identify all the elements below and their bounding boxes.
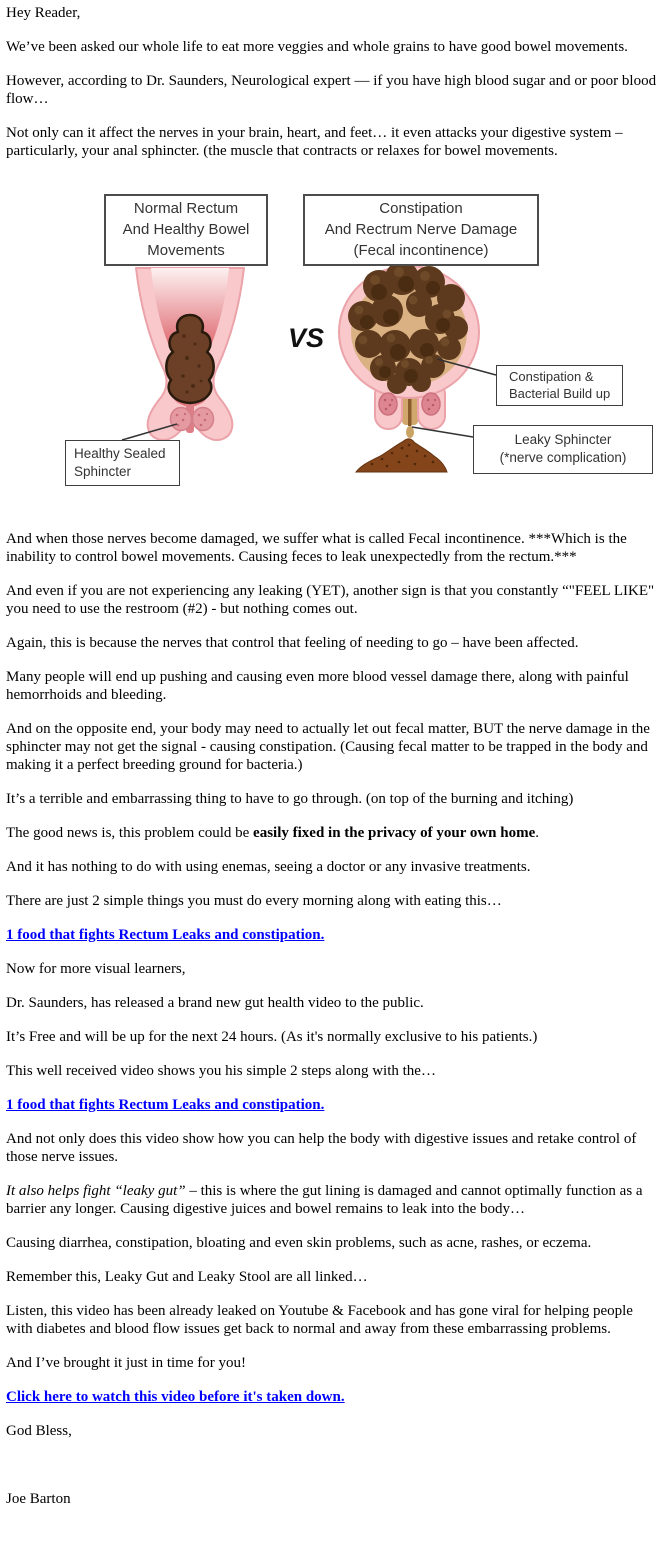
body-paragraphs	[6, 530, 659, 1508]
watch-video-link	[6, 1388, 659, 1406]
left-title-line: Movements	[147, 242, 225, 259]
leaky-sphincter-callout	[473, 425, 653, 474]
text: Listen, this video has been already leaked on Youtube & Facebook and has gone viral for helping people with diabetes and blood flow issues get back to normal and away from these embarrassing problems.	[6, 1303, 633, 1337]
callout-line: Leaky Sphincter	[514, 432, 612, 447]
right-title-line: Constipation	[379, 200, 463, 217]
vs-label: VS	[287, 323, 325, 353]
text: This well received video shows you his simple 2 steps along with the…	[6, 1063, 436, 1079]
bold-text: easily fixed in the privacy of your own home	[253, 825, 536, 841]
opposite-end	[6, 720, 659, 774]
callout-line: (*nerve complication)	[499, 450, 627, 465]
text: Now for more visual learners,	[6, 961, 186, 977]
text: The good news is, this problem could be	[6, 825, 254, 841]
text: Dr. Saunders, has released a brand new gut health video to the public.	[6, 995, 424, 1011]
leaked-viral	[6, 1302, 659, 1338]
remember-linked	[6, 1268, 659, 1286]
terrible-embarrassing	[6, 790, 659, 808]
intro-veggies	[6, 38, 659, 56]
food-link-1	[6, 926, 659, 944]
text: And it has nothing to do with using enemas, seeing a doctor or any invasive treatments.	[6, 859, 531, 875]
text: Many people will end up pushing and causing even more blood vessel damage there, along with painful hemorrhoids and bleeding.	[6, 669, 629, 703]
text: It’s Free and will be up for the next 24 hours. (As it's normally exclusive to his patients.)	[6, 1029, 538, 1045]
text: We’ve been asked our whole life to eat more veggies and whole grains to have good bowel movements.	[6, 39, 628, 55]
rectum-comparison-figure	[57, 176, 663, 514]
feel-like	[6, 582, 659, 618]
text: However, according to Dr. Saunders, Neurological expert — if you have high blood sugar and or poor blood flow…	[6, 73, 657, 107]
italic-text: It also helps fight “leaky gut”	[6, 1183, 186, 1199]
right-title-line: (Fecal incontinence)	[353, 242, 489, 259]
left-title-box	[104, 194, 268, 266]
nerve-attack	[6, 124, 659, 160]
text: And not only does this video show how you can help the body with digestive issues and retake control of those nerve issues.	[6, 1131, 637, 1165]
text: .	[535, 825, 540, 841]
text: God Bless,	[6, 1423, 72, 1439]
right-title-line: And Rectrum Nerve Damage	[324, 221, 518, 238]
leaky-gut	[6, 1182, 659, 1218]
text: And on the opposite end, your body may need to actually let out fecal matter, BUT the nerve damage in the sphincter may not get the signal - causing constipation. (Causing fecal matter to be trapped in the body and making it a perfect breeding ground for bacteria.)	[6, 721, 650, 773]
text: Joe Barton	[6, 1491, 71, 1507]
visual-learners	[6, 960, 659, 978]
stool-pile-drawing	[356, 439, 447, 472]
greeting	[6, 4, 659, 22]
two-simple-things	[6, 892, 659, 910]
callout-line: Healthy Sealed	[74, 446, 166, 461]
constipated-rectum-drawing	[339, 261, 479, 472]
right-title-box	[303, 194, 539, 266]
left-title-line: And Healthy Bowel	[122, 221, 250, 238]
video-released	[6, 994, 659, 1012]
text: Remember this, Leaky Gut and Leaky Stool are all linked…	[6, 1269, 368, 1285]
text: And I’ve brought it just in time for you!	[6, 1355, 246, 1371]
god-bless	[6, 1422, 659, 1440]
food-link-2	[6, 1096, 659, 1114]
text: Hey Reader,	[6, 5, 81, 21]
again-nerves	[6, 634, 659, 652]
callout-line: Sphincter	[74, 464, 132, 479]
text: There are just 2 simple things you must do every morning along with eating this…	[6, 893, 502, 909]
causing-diarrhea	[6, 1234, 659, 1252]
nothing-to-do	[6, 858, 659, 876]
text: And even if you are not experiencing any leaking (YET), another sign is that you constantly “"FEEL LIKE" you need to use the restroom (#2) - but nothing comes out.	[6, 583, 655, 617]
dr-saunders-warning	[6, 72, 659, 108]
food-link-2[interactable]: 1 food that fights Rectum Leaks and constipation.	[6, 1097, 325, 1113]
constipation-callout	[496, 365, 623, 406]
text: Again, this is because the nerves that control that feeling of needing to go – have been affected.	[6, 635, 579, 651]
text: And when those nerves become damaged, we suffer what is called Fecal incontinence. ***Which is the inability to control bowel movements. Causing feces to leak unexpectedly from the rectum.***	[6, 531, 627, 565]
food-link-1[interactable]: 1 food that fights Rectum Leaks and constipation.	[6, 927, 325, 943]
healthy-rectum-drawing	[136, 268, 244, 440]
text: – this is where the gut lining is damaged and cannot optimally function as a barrier any longer. Causing digestive juices and bowel remains to leak into the body…	[6, 1183, 643, 1217]
fecal-incontinence	[6, 530, 659, 566]
spacer	[6, 1456, 659, 1474]
callout-line: Bacterial Build up	[509, 386, 611, 401]
text: Not only can it affect the nerves in your brain, heart, and feet… it even attacks your digestive system – particularly, your anal sphincter. (the muscle that contracts or relaxes for bowel movements.	[6, 125, 623, 159]
callout-line: Constipation &	[509, 369, 594, 384]
intro-paragraphs	[6, 4, 659, 160]
good-news	[6, 824, 659, 842]
brought-in-time	[6, 1354, 659, 1372]
signature	[6, 1490, 659, 1508]
well-received	[6, 1062, 659, 1080]
retake-control	[6, 1130, 659, 1166]
left-title-line: Normal Rectum	[133, 200, 239, 217]
text: It’s a terrible and embarrassing thing to have to go through. (on top of the burning and itching)	[6, 791, 574, 807]
pushing-damage	[6, 668, 659, 704]
text: Causing diarrhea, constipation, bloating and even skin problems, such as acne, rashes, or eczema.	[6, 1235, 592, 1251]
watch-video-link[interactable]: Click here to watch this video before it's taken down.	[6, 1389, 345, 1405]
free-24-hours	[6, 1028, 659, 1046]
healthy-sphincter-callout	[65, 440, 180, 486]
